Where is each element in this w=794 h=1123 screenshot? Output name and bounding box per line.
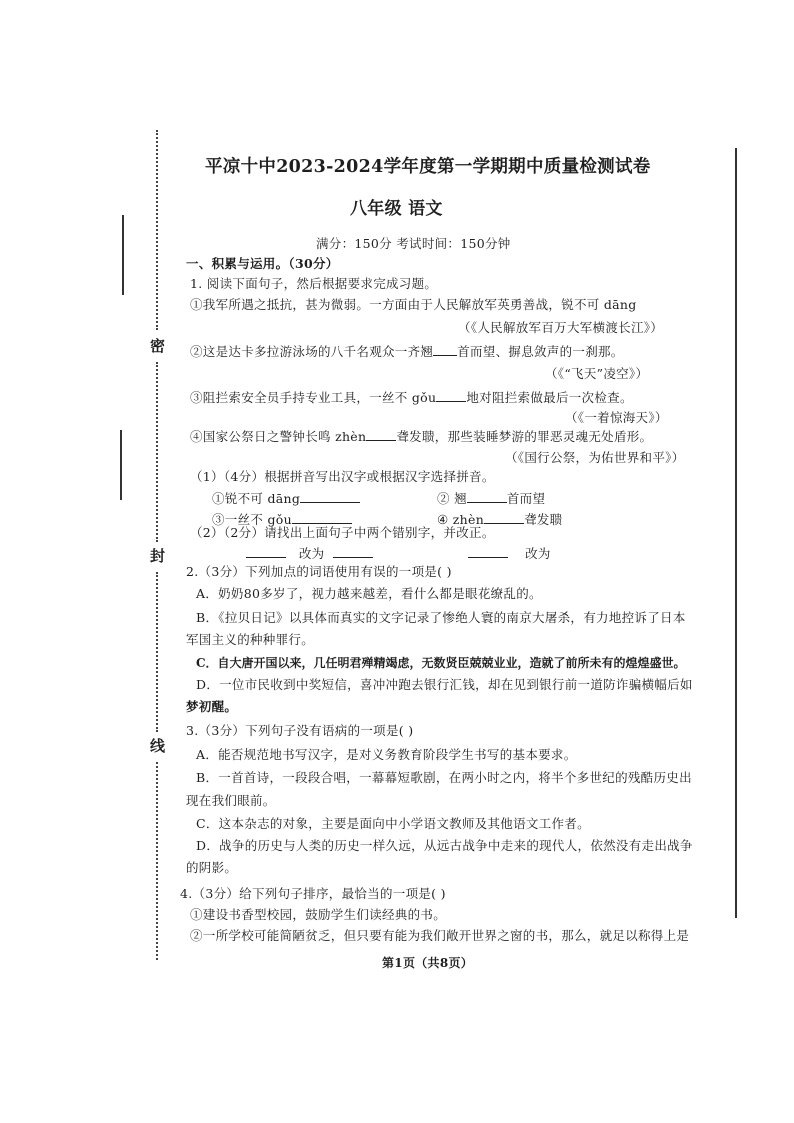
exam-title: 平凉十中2023-2024学年度第一学期期中质量检测试卷 xyxy=(205,157,651,177)
exam-info: 满分：150分 考试时间：150分钟 xyxy=(316,236,511,251)
scan-edge-line xyxy=(120,430,122,500)
fill-blank xyxy=(433,343,457,356)
q2-option-d-cont: 梦初醒。 xyxy=(186,699,238,714)
q3-option-d: D．战争的历史与人类的历史一样久远，从远古战争中走来的现代人，依然没有走出战争 xyxy=(196,838,693,853)
q1-source-4: （《国行公祭，为佑世界和平》） xyxy=(505,450,685,465)
answer-blank[interactable] xyxy=(246,545,286,558)
seal-mark-feng: 封 xyxy=(150,547,166,565)
q1-part-1-item-2: ② 翘 首而望 xyxy=(437,491,546,506)
q1-sentence-2: ②这是达卡多拉游泳场的八千名观众一齐翘 首而望、摒息敛声的一刹那。 xyxy=(190,344,624,359)
q1-stem: 1. 阅读下面句子，然后根据要求完成习题。 xyxy=(190,276,438,291)
q1-source-3: （《一着惊海天》） xyxy=(565,410,668,425)
q1-correction-row: 改为 xyxy=(468,545,551,562)
answer-blank[interactable] xyxy=(300,490,360,503)
dotted-line xyxy=(156,572,158,732)
q2-option-d: D．一位市民收到中奖短信，喜冲冲跑去银行汇钱，却在见到银行前一道防诈骗横幅后如 xyxy=(196,677,693,692)
q2-option-c: C．自大唐开国以来，几任明君殚精竭虑，无数贤臣兢兢业业，造就了前所未有的煌煌盛世。 xyxy=(196,656,686,670)
q1-correction-row: 改为 xyxy=(246,545,373,562)
q1-sentence-3: ③阻拦索安全员手持专业工具，一丝不 gǒu 地对阻拦索做最后一次检查。 xyxy=(190,390,633,405)
dotted-line xyxy=(156,362,158,542)
q4-sentence-2: ②一所学校可能简陋贫乏，但只要有能为我们敞开世界之窗的书，那么，就足以称得上是 xyxy=(190,928,690,943)
answer-blank[interactable] xyxy=(484,511,524,524)
q1-part-1: （1）（4分）根据拼音写出汉字或根据汉字选择拼音。 xyxy=(190,469,495,484)
q3-option-a: A．能否规范地书写汉字，是对义务教育阶段学生书写的基本要求。 xyxy=(196,747,577,762)
section-heading: 一、积累与运用。（30分） xyxy=(186,256,339,271)
binding-margin xyxy=(150,130,164,960)
q4-stem: 4.（3分）给下列句子排序，最恰当的一项是( ) xyxy=(180,886,446,901)
q3-option-b-cont: 现在我们眼前。 xyxy=(186,793,276,808)
dotted-line xyxy=(156,762,158,960)
q1-part-1-item-4: ④ zhèn 聋发聩 xyxy=(437,512,563,527)
q2-option-b-cont: 军国主义的种种罪行。 xyxy=(186,632,315,647)
q3-option-c: C．这本杂志的对象，主要是面向中小学语文教师及其他语文工作者。 xyxy=(196,816,590,831)
fill-blank xyxy=(366,428,396,441)
q2-option-a: A．奶奶80多岁了，视力越来越差，看什么都是眼花缭乱的。 xyxy=(196,586,542,601)
q1-part-1-item-1: ①锐不可 dāng xyxy=(212,490,360,507)
answer-blank[interactable] xyxy=(468,545,508,558)
q1-part-2: （2）（2分）请找出上面句子中两个错别字，并改正。 xyxy=(190,525,495,540)
page-number: 第1页（共8页） xyxy=(382,956,474,970)
dotted-line xyxy=(156,130,158,330)
answer-blank[interactable] xyxy=(467,490,507,503)
q4-sentence-1: ①建设书香型校园，鼓励学生们读经典的书。 xyxy=(190,907,447,922)
scan-edge-line xyxy=(122,215,124,295)
fill-blank xyxy=(436,389,466,402)
q1-source-2: （《“飞天”凌空》） xyxy=(545,366,649,381)
q1-part-1-item-3: ③一丝不 gǒu xyxy=(212,511,352,528)
answer-blank[interactable] xyxy=(333,545,373,558)
page-border-line xyxy=(735,148,737,918)
answer-blank[interactable] xyxy=(292,511,352,524)
seal-mark-xian: 线 xyxy=(150,737,166,755)
q2-option-b: B．《拉贝日记》以具体而真实的文字记录了惨绝人寰的南京大屠杀，有力地控诉了日本 xyxy=(196,610,686,625)
seal-mark-mi: 密 xyxy=(150,337,166,355)
q1-sentence-4: ④国家公祭日之警钟长鸣 zhèn 聋发聩，那些装睡梦游的罪恶灵魂无处盾形。 xyxy=(190,429,653,444)
exam-subtitle: 八年级 语文 xyxy=(350,199,443,219)
q1-sentence-1: ①我军所遇之抵抗，甚为微弱。一方面由于人民解放军英勇善战，锐不可 dāng xyxy=(190,297,637,312)
q3-option-b: B．一首首诗，一段段合唱，一幕幕短歌剧，在两小时之内，将半个多世纪的残酷历史出 xyxy=(196,770,692,785)
q2-stem: 2.（3分）下列加点的词语使用有误的一项是( ) xyxy=(186,564,452,579)
q3-stem: 3.（3分）下列句子没有语病的一项是( ) xyxy=(186,723,414,738)
q1-source-1: （《人民解放军百万大军横渡长江》） xyxy=(458,320,664,335)
q3-option-d-cont: 的阴影。 xyxy=(186,860,238,875)
